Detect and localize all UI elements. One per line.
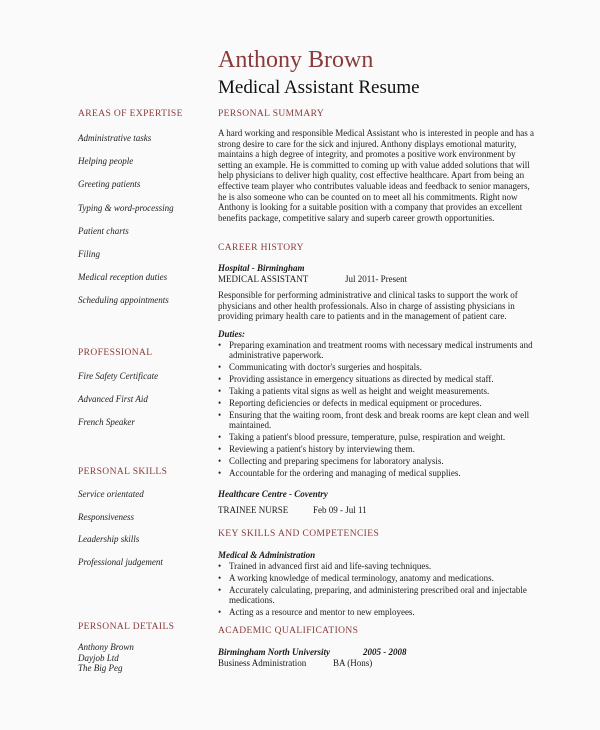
job-description: Responsible for performing administrative and clinical tasks to support the work of physicians and other health professionals. Also in charge of assisting physicians in providing primary health care to patients and in the management of patient care. — [218, 290, 518, 322]
course-row — [218, 658, 538, 669]
detail-item: The Big Peg — [78, 663, 123, 673]
section-heading: PERSONAL SUMMARY — [218, 109, 325, 119]
skills-subheading: Medical & Administration — [218, 550, 316, 560]
expertise-item: Scheduling appointments — [78, 295, 169, 306]
key-skill-item: • Trained in advanced first aid and life-saving techniques. — [218, 561, 538, 571]
document-title: Medical Assistant Resume — [218, 77, 420, 98]
skill-item: Service orientated — [78, 489, 144, 499]
job-entry — [218, 263, 538, 478]
expertise-item: Medical reception duties — [78, 272, 168, 283]
duty-item: • Taking a patients vital signs as well as height and weight measurements. — [218, 386, 538, 396]
job-entry — [218, 489, 538, 516]
skill-item: Professional judgement — [78, 556, 163, 567]
section-heading: PERSONAL DETAILS — [78, 622, 175, 632]
section-heading: PERSONAL SKILLS — [78, 467, 168, 477]
institution-row — [218, 647, 538, 658]
expertise-item: Filing — [78, 248, 100, 259]
job-dates: Jul 2011- Present — [345, 274, 408, 284]
section-heading: AREAS OF EXPERTISE — [78, 109, 183, 119]
expertise-item: Patient charts — [78, 225, 129, 236]
summary-text: A hard working and responsible Medical Assistant who is interested in people and has a strong desire to care for the sick and injured. Anthony displays emotional maturity, maintains a high degree of integrity, and promotes a positive work environment by setting an example. He is committed to coming up with value added solutions that will help physicians to deliver high quality, cost effective healthcare. Apart from being an effective team player who contributes valuable ideas and feedback to senior managers, he is also someone who can be counted on to meet all his commitments. Right now Anthony is looking for a suitable position with a company that provides an excellent benefits package, competitive salary and superb career growth opportunities. — [218, 128, 534, 223]
key-skill-item: • Accurately calculating, preparing, and administering prescribed oral and injectable medications. — [218, 585, 538, 606]
expertise-item: Greeting patients — [78, 179, 141, 190]
personal-summary-section — [218, 108, 538, 223]
duties-label: Duties: — [218, 328, 245, 339]
skill-item: Leadership skills — [78, 534, 140, 544]
job-role-row — [218, 274, 538, 285]
duty-item: • Collecting and preparing specimens for laboratory analysis. — [218, 456, 538, 466]
professional-item: Advanced First Aid — [78, 394, 148, 405]
expertise-item: Administrative tasks — [78, 133, 152, 143]
professional-section — [78, 347, 208, 428]
key-skill-item: • Acting as a resource and mentor to new employees. — [218, 607, 538, 617]
course: Business Administration — [218, 658, 307, 668]
skill-item: Responsiveness — [78, 511, 134, 522]
job-role: TRAINEE NURSE — [218, 505, 289, 516]
institution: Birmingham North University — [218, 647, 331, 657]
key-skills-list — [218, 561, 538, 618]
duty-item: • Providing assistance in emergency situations as directed by medical staff. — [218, 374, 538, 384]
detail-item: Dayjob Ltd — [78, 652, 119, 663]
employer: Healthcare Centre - Coventry — [218, 489, 328, 500]
duty-item: • Communicating with doctor's surgeries and hospitals. — [218, 362, 538, 372]
academic-qualifications-section — [218, 625, 538, 669]
duty-item: • Taking a patient's blood pressure, temperature, pulse, respiration and weight. — [218, 432, 538, 442]
areas-of-expertise-section — [78, 108, 208, 306]
duty-item: • Reviewing a patient's history by interviewing them. — [218, 444, 538, 454]
section-heading: ACADEMIC QUALIFICATIONS — [218, 626, 359, 636]
section-heading: KEY SKILLS AND COMPETENCIES — [218, 529, 380, 539]
duty-item: • Accountable for the ordering and managing of medical supplies. — [218, 468, 538, 478]
duties-list — [218, 340, 538, 478]
expertise-item: Helping people — [78, 156, 134, 167]
key-skills-section — [218, 528, 538, 619]
personal-skills-section — [78, 466, 208, 568]
personal-details-section — [78, 621, 208, 674]
professional-item: French Speaker — [78, 417, 135, 428]
job-role-row — [218, 505, 538, 516]
key-skill-item: • A working knowledge of medical terminology, anatomy and medications. — [218, 573, 538, 583]
professional-item: Fire Safety Certificate — [78, 371, 159, 381]
employer: Hospital - Birmingham — [218, 263, 305, 273]
duty-item: • Preparing examination and treatment rooms with necessary medical instruments and administrative paperwork. — [218, 340, 538, 361]
academic-years: 2005 - 2008 — [363, 647, 407, 657]
career-history-section — [218, 242, 538, 516]
detail-item: Anthony Brown — [78, 642, 134, 652]
job-dates: Feb 09 - Jul 11 — [313, 505, 367, 516]
section-heading: CAREER HISTORY — [218, 243, 304, 253]
expertise-item: Typing & word-processing — [78, 202, 174, 213]
section-heading: PROFESSIONAL — [78, 348, 153, 358]
job-role: MEDICAL ASSISTANT — [218, 274, 309, 284]
award: BA (Hons) — [333, 658, 373, 668]
duty-item: • Ensuring that the waiting room, front desk and break rooms are kept clean and well maintained. — [218, 410, 538, 431]
duty-item: • Reporting deficiencies or defects in medical equipment or procedures. — [218, 398, 538, 408]
candidate-name: Anthony Brown — [218, 47, 374, 73]
